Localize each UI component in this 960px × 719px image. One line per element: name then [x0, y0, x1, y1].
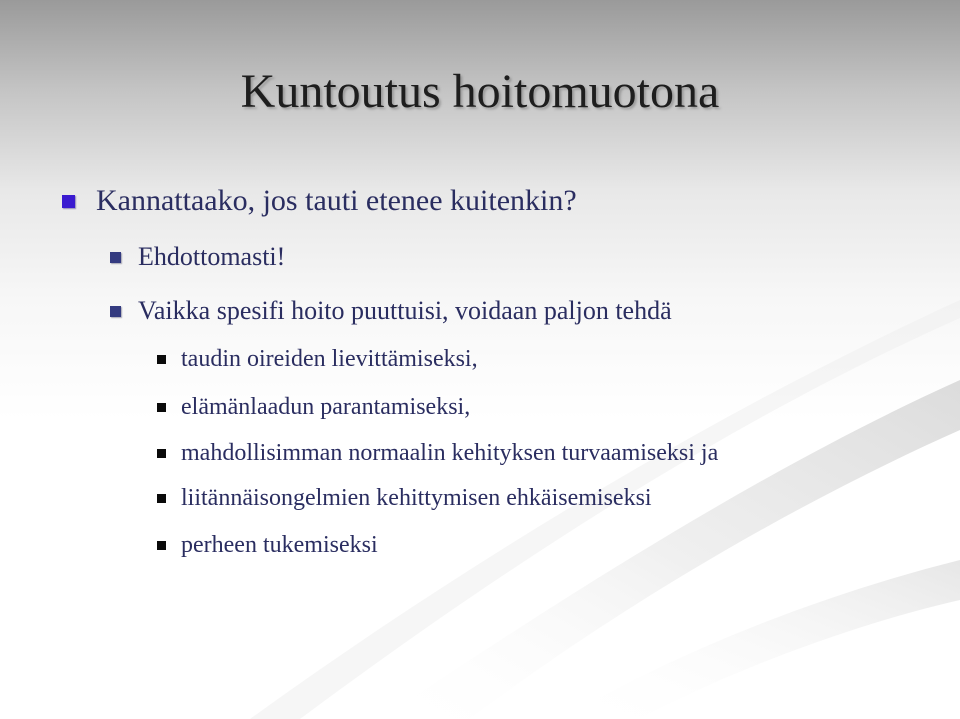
square-bullet-icon — [110, 306, 121, 317]
bullet-text: elämänlaadun parantamiseksi, — [181, 394, 471, 420]
bullet-item-level3 — [157, 438, 718, 468]
square-bullet-icon — [157, 449, 166, 458]
bullet-item-level3 — [157, 483, 652, 513]
bullet-text: Vaikka spesifi hoito puuttuisi, voidaan paljon tehdä — [138, 296, 672, 325]
bullet-text: mahdollisimman normaalin kehityksen turvaamiseksi ja — [181, 440, 719, 466]
square-bullet-icon — [157, 355, 166, 364]
bullet-item-level3 — [157, 344, 478, 374]
bullet-item-level2 — [110, 241, 285, 273]
square-bullet-icon — [157, 494, 166, 503]
bullet-text: liitännäisongelmien kehittymisen ehkäisemiseksi — [181, 485, 652, 511]
square-bullet-icon — [157, 403, 166, 412]
bullet-text: taudin oireiden lievittämiseksi, — [181, 346, 478, 372]
bullet-item-level3 — [157, 530, 378, 560]
square-bullet-icon — [110, 252, 121, 263]
square-bullet-icon — [157, 541, 166, 550]
bullet-item-level2 — [110, 295, 672, 327]
bullet-text: perheen tukemiseksi — [181, 532, 378, 558]
bullet-text: Kannattaako, jos tauti etenee kuitenkin? — [96, 184, 577, 217]
square-bullet-icon — [62, 195, 75, 208]
bullet-item-level3 — [157, 392, 470, 422]
bullet-text: Ehdottomasti! — [138, 242, 286, 271]
slide-title: Kuntoutus hoitomuotona — [240, 65, 720, 118]
bullet-item-level1 — [62, 183, 577, 219]
